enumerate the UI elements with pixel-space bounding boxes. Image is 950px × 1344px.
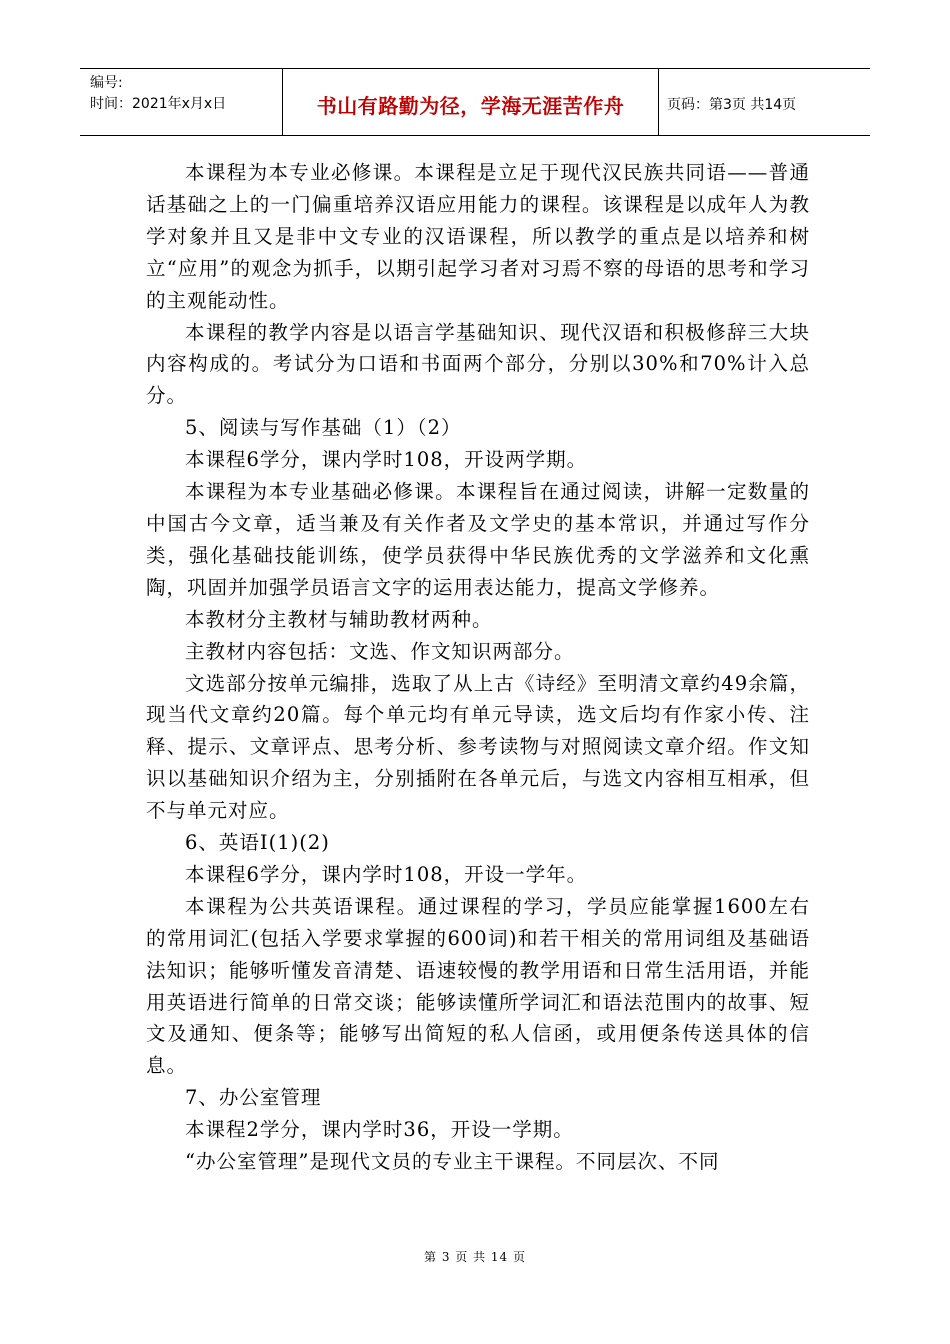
- paragraph: 文选部分按单元编排，选取了从上古《诗经》至明清文章约49余篇，现当代文章约20篇。每个单元均有单元导读，选文后均有作家小传、注释、提示、文章评点、思考分析、参考读物与对照阅读文章介绍。作文知识以基础知识介绍为主，分别插附在各单元后，与选文内容相互相承，但不与单元对应。: [146, 671, 810, 823]
- header-meta-cell: [80, 69, 283, 135]
- header-page-cell: [659, 69, 870, 135]
- header-table: [80, 68, 870, 136]
- header-motto: 书山有路勤为径，学海无涯苦作舟: [316, 93, 625, 118]
- paragraph: 本课程6学分，课内学时108，开设一学年。: [185, 862, 588, 886]
- paragraph: 本教材分主教材与辅助教材两种。: [185, 607, 493, 631]
- paragraph: 本课程为本专业基础必修课。本课程旨在通过阅读，讲解一定数量的中国古今文章，适当兼及有关作者及文学史的基本常识，并通过写作分类，强化基础技能训练，使学员获得中华民族优秀的文学滋养和文化熏陶，巩固并加强学员语言文字的运用表达能力，提高文学修养。: [146, 480, 810, 599]
- header-page-info: 页码：第3页 共14页: [667, 97, 797, 113]
- paragraph: 本课程2学分，课内学时36，开设一学期。: [185, 1118, 574, 1142]
- section-heading: 5、阅读与写作基础（1）（2）: [185, 416, 462, 440]
- document-number-label: 编号:: [90, 75, 123, 91]
- paragraph: 本课程为本专业必修课。本课程是立足于现代汉民族共同语——普通话基础之上的一门偏重培养汉语应用能力的课程。该课程是以成年人为教学对象并且又是非中文专业的汉语课程，所以教学的重点是以培养和树立“应用”的观念为抓手，以期引起学习者对习焉不察的母语的思考和学习的主观能动性。: [146, 161, 810, 312]
- paragraph: 本课程为公共英语课程。通过课程的学习，学员应能掌握1600左右的常用词汇(包括入学要求掌握的600词)和若干相关的常用词组及基础语法知识；能够听懂发音清楚、语速较慢的教学用语和日常生活用语，并能用英语进行简单的日常交谈；能够读懂所学词汇和语法范围内的故事、短文及通知、便条等；能够写出简短的私人信函，或用便条传送具体的信息。: [146, 894, 810, 1078]
- section-heading: 6、英语Ⅰ(1)(2): [185, 831, 330, 855]
- header-motto-cell: [283, 69, 659, 135]
- paragraph: 主教材内容包括：文选、作文知识两部分。: [185, 639, 575, 663]
- paragraph: “办公室管理”是现代文员的专业主干课程。不同层次、不同: [185, 1150, 720, 1174]
- paragraph: 本课程6学分，课内学时108，开设两学期。: [185, 448, 588, 472]
- section-heading: 7、办公室管理: [185, 1086, 322, 1110]
- document-time-label: 时间：2021年x月x日: [90, 96, 227, 112]
- paragraph: 本课程的教学内容是以语言学基础知识、现代汉语和积极修辞三大块内容构成的。考试分为口语和书面两个部分，分别以30%和70%计入总分。: [146, 320, 810, 408]
- document-body: [146, 157, 810, 1178]
- page-footer: 第 3 页 共 14 页: [424, 1250, 526, 1264]
